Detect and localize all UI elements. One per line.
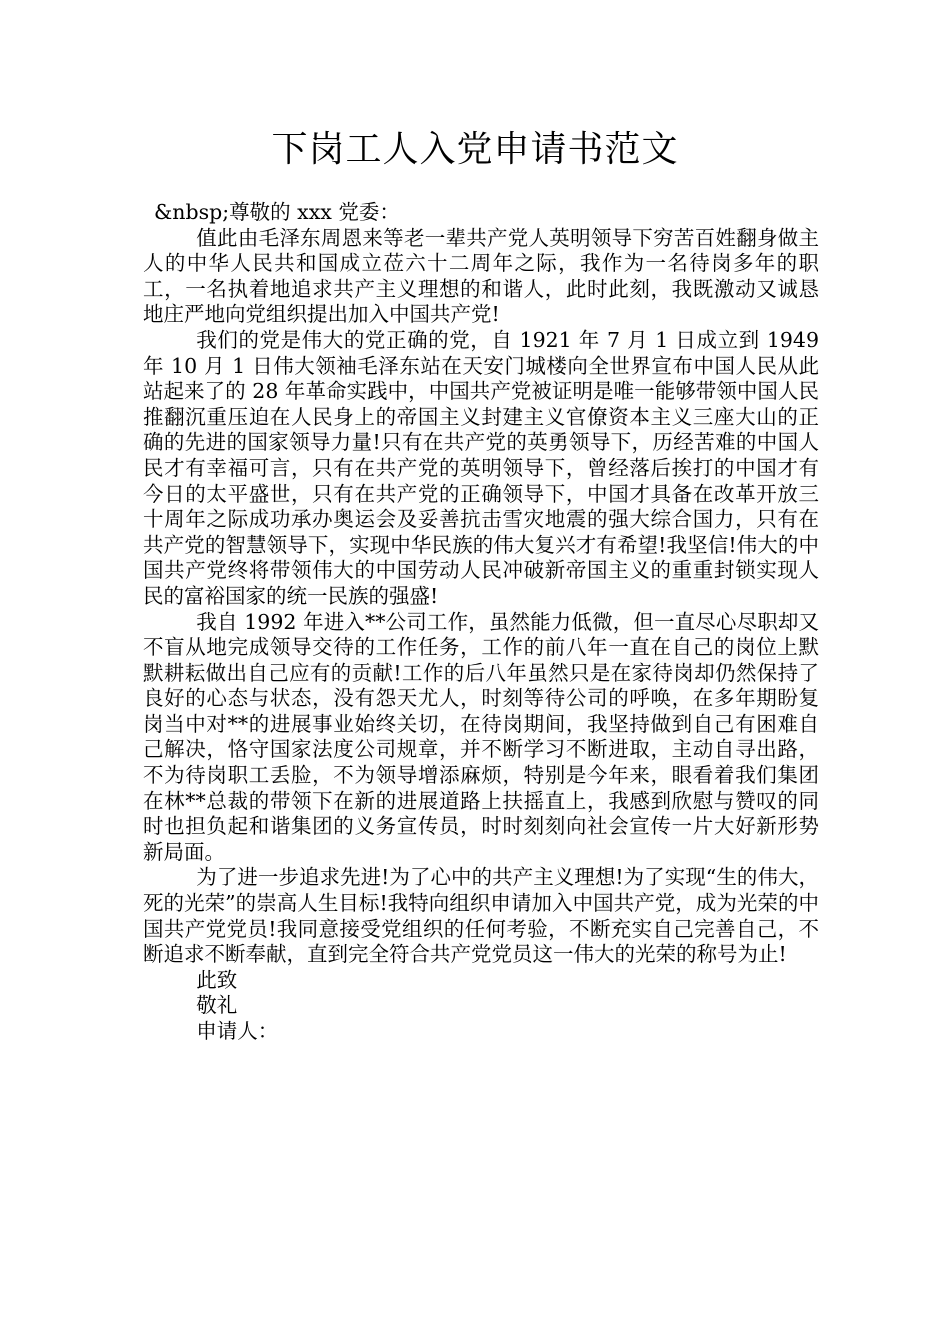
applicant-signature-line: 申请人： <box>196 1019 279 1043</box>
greeting-line: &nbsp;尊敬的 xxx 党委： <box>154 200 400 224</box>
paragraph-2: 我们的党是伟大的党正确的党，自 1921 年 7 月 1 日成立到 1949 年 10 月 1 日伟大领袖毛泽东站在天安门城楼向全世界宣布中国人民从此站起来了的 28 年革命实践中，中国共产党被证明是唯一能够带领中国人民推翻沉重压迫在人民身上的帝国主义封建主义官僚资本主义三座大山的正确的先进的国家领导力量!只有在共产党的英勇领导下，历经苦难的中国人民才有幸福可言，只有在共产党的英明领导下，曾经落后挨打的中国才有今日的太平盛世，只有在共产党的正确领导下，中国才具备在改革开放三十周年之际成功承办奥运会及妥善抗击雪灾地震的强大综合国力，只有在共产党的智慧领导下，实现中华民族的伟大复兴才有希望!我坚信!伟大的中国共产党终将带领伟大的中国劳动人民冲破新帝国主义的重重封锁实现人民的富裕国家的统一民族的强盛! <box>143 327 819 608</box>
paragraph-3: 我自 1992 年进入**公司工作，虽然能力低微，但一直尽心尽职却又不盲从地完成领导交待的工作任务，工作的前八年一直在自己的岗位上默默耕耘做出自己应有的贡献!工作的后八年虽然只是在家待岗却仍然保持了良好的心态与状态，没有怨天尤人，时刻等待公司的呼唤，在多年期盼复岗当中对**的进展事业始终关切，在待岗期间，我坚持做到自己有困难自己解决，恪守国家法度公司规章，并不断学习不断进取，主动自寻出路，不为待岗职工丢脸，不为领导增添麻烦，特别是今年来，眼看着我们集团在林**总裁的带领下在新的进展道路上扶摇直上，我感到欣慰与赞叹的同时也担负起和谐集团的义务宣传员，时时刻刻向社会宣传一片大好新形势新局面。 <box>143 609 819 864</box>
closing-salutation: 此致 <box>196 967 238 992</box>
paragraph-1: 值此由毛泽东周恩来等老一辈共产党人英明领导下穷苦百姓翻身做主人的中华人民共和国成立莅六十二周年之际，我作为一名待岗多年的职工，一名执着地追求共产主义理想的和谐人，此时此刻，我既激动又诚恳地庄严地向党组织提出加入中国共产党! <box>143 225 819 327</box>
document-title: 下岗工人入党申请书范文 <box>271 129 679 170</box>
document-body <box>143 200 819 1045</box>
closing-regards: 敬礼 <box>196 993 238 1018</box>
paragraph-4: 为了进一步追求先进!为了心中的共产主义理想!为了实现“生的伟大，死的光荣”的崇高人生目标!我特向组织申请加入中国共产党，成为光荣的中国共产党党员!我同意接受党组织的任何考验，不断充实自己完善自己，不断追求不断奉献，直到完全符合共产党党员这一伟大的光荣的称号为止! <box>143 865 819 967</box>
